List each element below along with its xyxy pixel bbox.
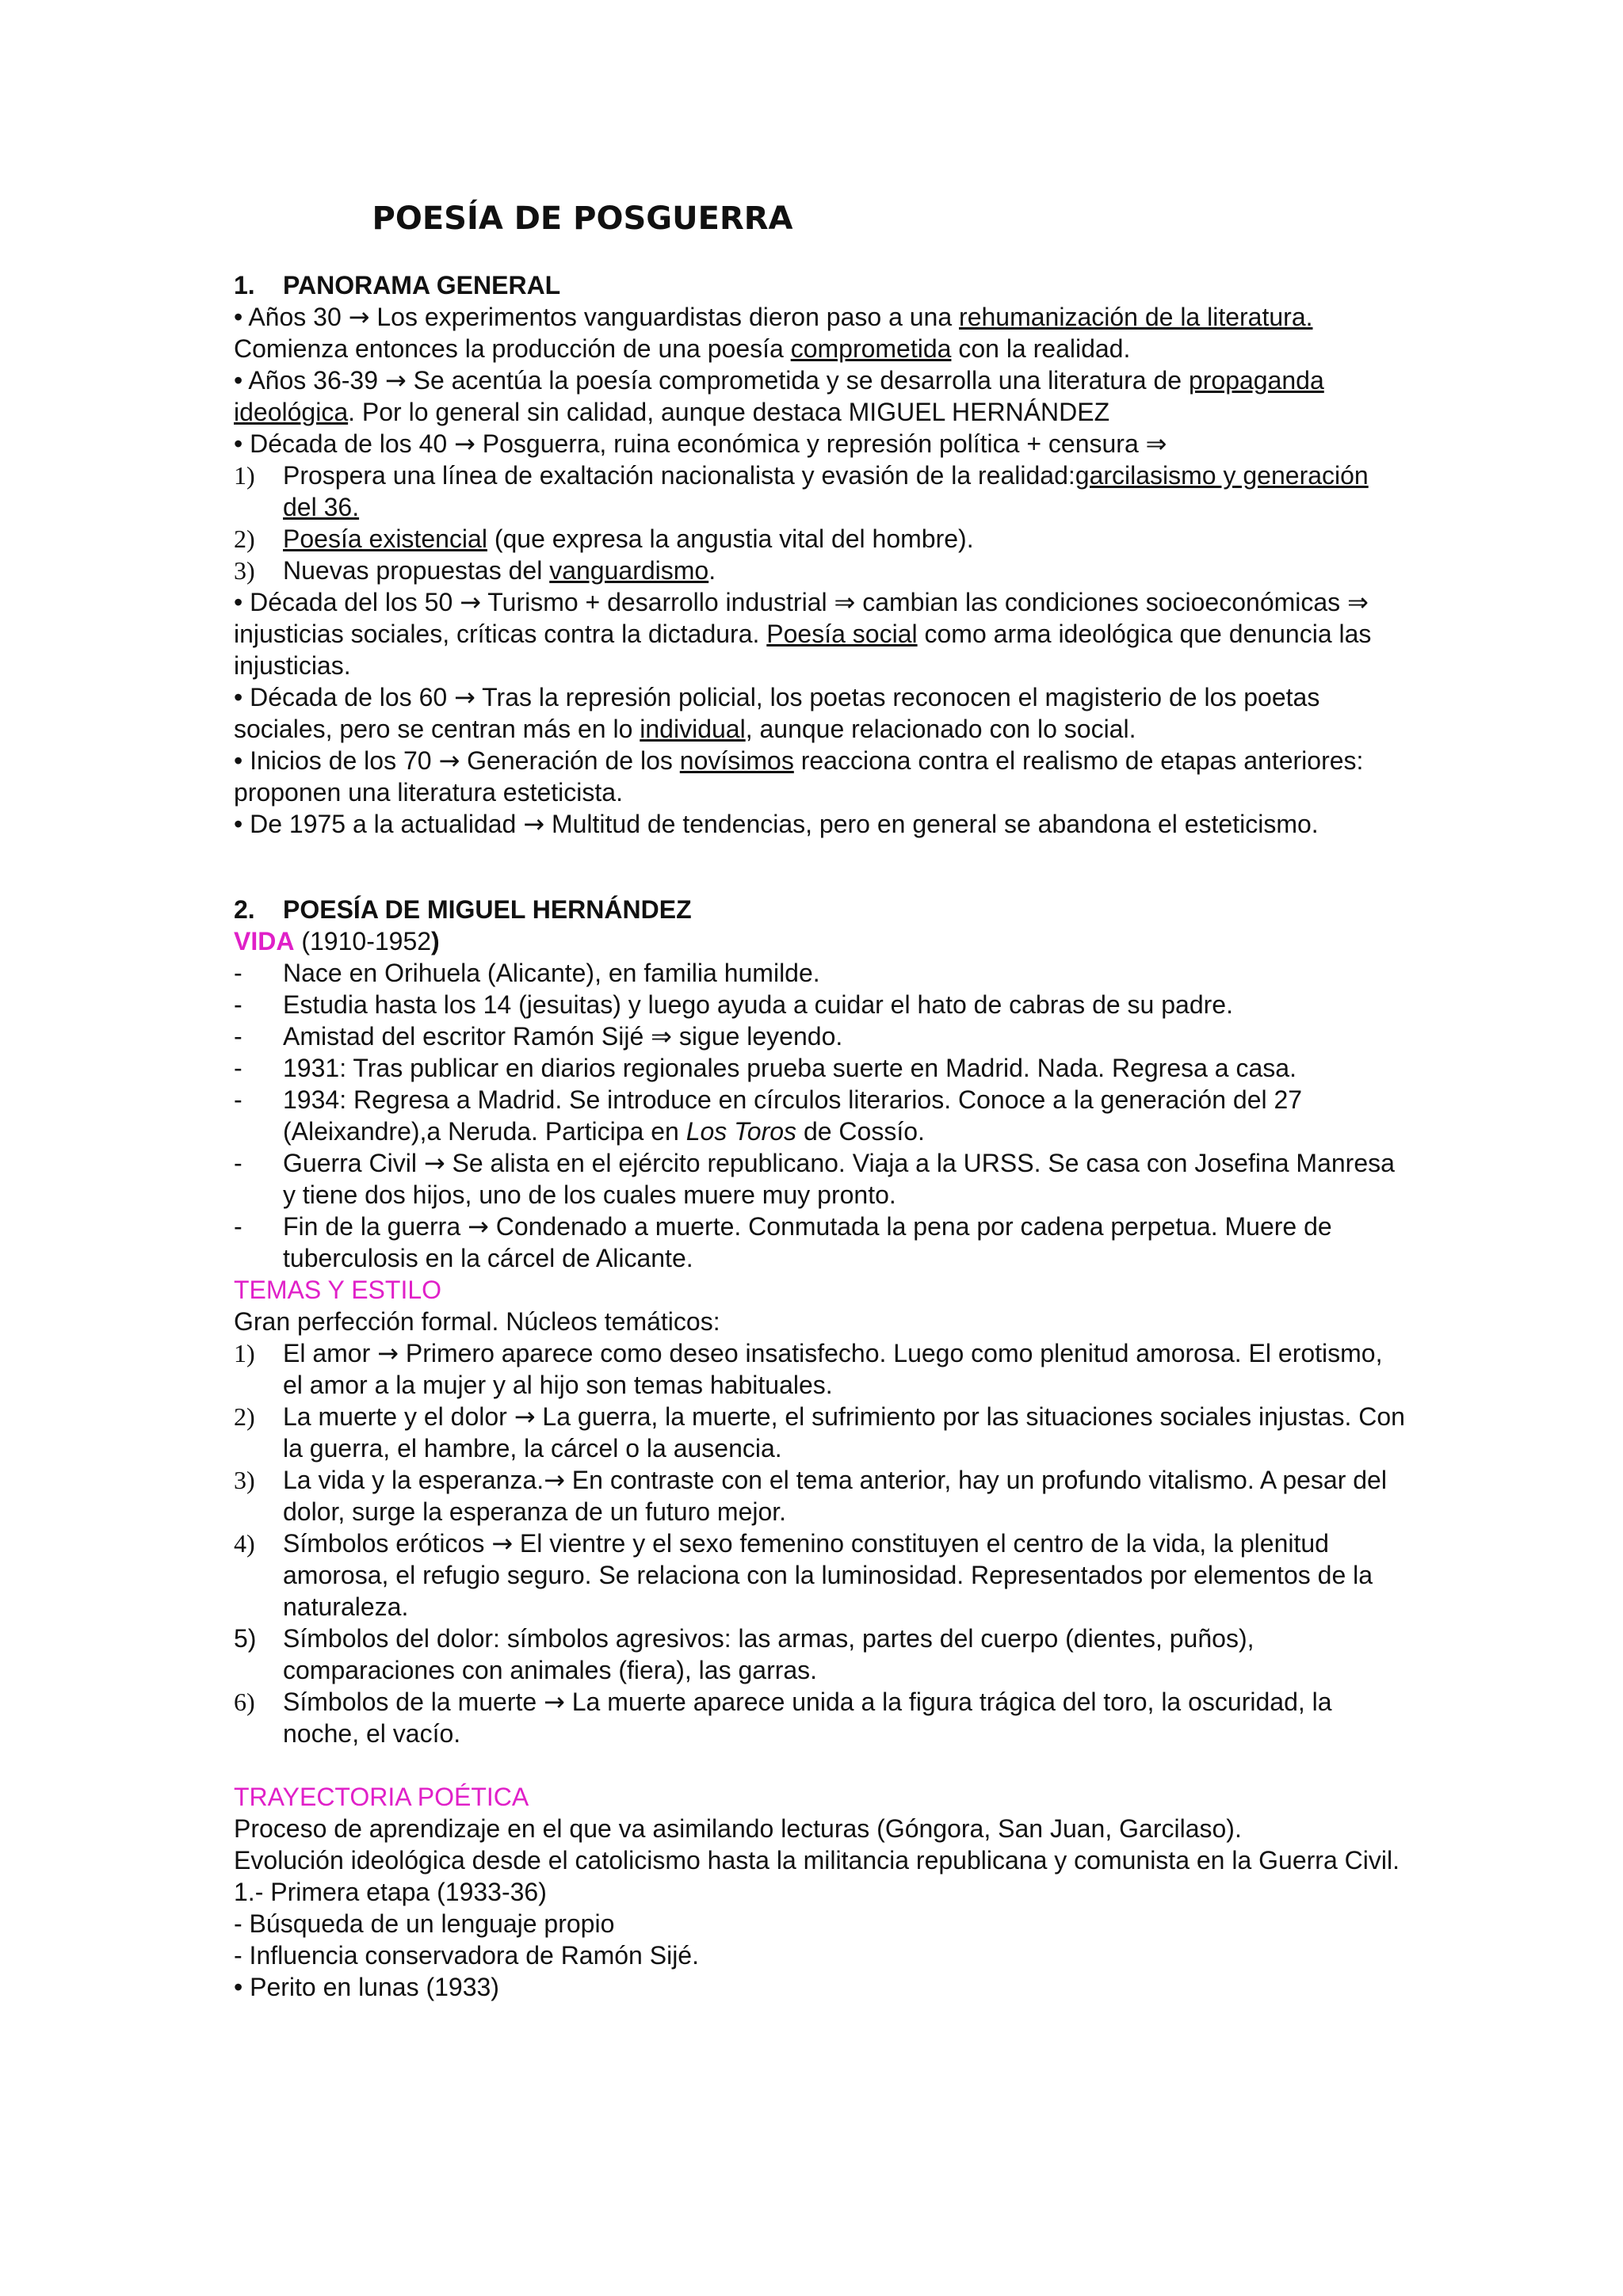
text: Condenado a muerte. Conmutada la pena por cadena perpetua. Muere de tuberculosis en la cárcel de Alicante. bbox=[283, 1212, 1332, 1272]
item-text bbox=[283, 1211, 1407, 1274]
section-heading bbox=[234, 269, 1407, 301]
arrow-icon: → bbox=[348, 302, 370, 332]
text: El vientre y el sexo femenino constituyen el centro de la vida, la plenitud amorosa, el refugio seguro. Se relaciona con la luminosidad. Representados por elementos de la naturaleza. bbox=[283, 1529, 1373, 1621]
item-text bbox=[283, 460, 1407, 523]
bullet-dot: • bbox=[234, 366, 243, 395]
text: Prospera una línea de exaltación nacionalista y evasión de la realidad: bbox=[283, 461, 1075, 490]
text: Posguerra, ruina económica y represión política + censura bbox=[482, 429, 1139, 458]
implies-arrow-icon: ⇒ bbox=[1145, 429, 1167, 459]
item-text: 1931: Tras publicar en diarios regionales prueba suerte en Madrid. Nada. Regresa a casa. bbox=[283, 1054, 1296, 1082]
bullet-dot: • bbox=[234, 588, 243, 616]
text: La guerra, la muerte, el sufrimiento por las situaciones sociales injustas. Con la guerra, el hambre, la cárcel o la ausencia. bbox=[283, 1402, 1405, 1463]
item-text bbox=[283, 1401, 1407, 1464]
item-text: Estudia hasta los 14 (jesuitas) y luego ayuda a cuidar el hato de cabras de su padre. bbox=[283, 990, 1233, 1019]
section-panorama-general bbox=[234, 269, 1407, 840]
text: Nuevas propuestas del bbox=[283, 556, 543, 585]
text: Símbolos de la muerte bbox=[283, 1688, 537, 1716]
text: Turismo + desarrollo industrial bbox=[487, 588, 827, 616]
arrow-icon: → bbox=[384, 365, 407, 395]
item-text bbox=[283, 523, 1407, 555]
item-number: 3) bbox=[234, 1466, 255, 1494]
vida-dates: (1910-1952 bbox=[301, 927, 432, 955]
bullet-decada-40 bbox=[234, 428, 1407, 460]
period-label: De 1975 a la actualidad bbox=[250, 810, 517, 838]
item-number: 2) bbox=[234, 1402, 255, 1431]
arrow-icon: → bbox=[544, 1465, 565, 1495]
item-text bbox=[283, 1147, 1407, 1211]
text: como arma ideológica que denuncia las injusticias. bbox=[234, 620, 1372, 680]
tema-item bbox=[234, 1623, 1407, 1686]
text: injusticias sociales, críticas contra la dictadura. bbox=[234, 620, 760, 648]
arrow-icon: → bbox=[514, 1402, 536, 1432]
item-number: 2) bbox=[234, 524, 255, 553]
text: . Por lo general sin calidad, aunque destaca MIGUEL HERNÁNDEZ bbox=[348, 398, 1110, 426]
dash-marker: - bbox=[234, 1149, 242, 1177]
item-number: 1) bbox=[234, 461, 255, 490]
text: 1934: Regresa a Madrid. Se introduce en círculos literarios. Conoce a la generación del 27 (Aleixandre),a Neruda. Participa en bbox=[283, 1085, 1303, 1146]
dash-marker: - bbox=[234, 1022, 242, 1051]
implies-arrow-icon: ⇒ bbox=[834, 587, 856, 617]
text: El amor bbox=[283, 1339, 371, 1367]
bullet-dot: • bbox=[234, 429, 243, 458]
period-label: Años 30 bbox=[248, 303, 342, 331]
section-heading bbox=[234, 894, 1407, 925]
implies-arrow-icon: ⇒ bbox=[651, 1021, 672, 1051]
item-number: 4) bbox=[234, 1529, 255, 1558]
trayectoria-line: - Búsqueda de un lenguaje propio bbox=[234, 1909, 615, 1938]
item-text: Nace en Orihuela (Alicante), en familia humilde. bbox=[283, 959, 820, 987]
arrow-icon: → bbox=[544, 1687, 565, 1717]
bullet-perito-en-lunas bbox=[234, 1971, 1407, 2003]
text: Guerra Civil bbox=[283, 1149, 417, 1177]
vida-item bbox=[234, 1052, 1407, 1084]
section-miguel-hernandez bbox=[234, 894, 1407, 2003]
bullet-dot: • bbox=[234, 303, 243, 331]
item-text bbox=[283, 1527, 1407, 1623]
item-text bbox=[283, 555, 1407, 586]
underlined-term: garcilasismo y generación del 36. bbox=[283, 461, 1369, 521]
text: En contraste con el tema anterior, hay un profundo vitalismo. A pesar del dolor, surge la esperanza de un futuro mejor. bbox=[283, 1466, 1387, 1526]
text: Se alista en el ejército republicano. Viaja a la URSS. Se casa con Josefina Manresa y tiene dos hijos, uno de los cuales muere muy pronto. bbox=[283, 1149, 1395, 1209]
section-number: 2. bbox=[234, 895, 255, 924]
text: con la realidad. bbox=[958, 334, 1131, 363]
numbered-item bbox=[234, 460, 1407, 523]
item-number: 5) bbox=[234, 1624, 257, 1653]
arrow-icon: → bbox=[460, 587, 481, 617]
underlined-term: individual bbox=[640, 715, 746, 743]
period-label: Años 36-39 bbox=[248, 366, 378, 395]
bullet-1975-actualidad bbox=[234, 808, 1407, 840]
item-number: 6) bbox=[234, 1688, 255, 1716]
section-title: POESÍA DE MIGUEL HERNÁNDEZ bbox=[283, 895, 692, 924]
text: Multitud de tendencias, pero en general se abandona el esteticismo. bbox=[551, 810, 1319, 838]
item-number: 3) bbox=[234, 556, 255, 585]
tema-item bbox=[234, 1686, 1407, 1749]
dash-marker: - bbox=[234, 1085, 242, 1114]
tema-item bbox=[234, 1464, 1407, 1527]
text: La muerte y el dolor bbox=[283, 1402, 507, 1431]
underlined-term: propaganda ideológica bbox=[234, 366, 1324, 426]
book-title: Los Toros bbox=[685, 1117, 797, 1146]
arrow-icon: → bbox=[454, 682, 475, 712]
numbered-item bbox=[234, 555, 1407, 586]
text: Amistad del escritor Ramón Sijé bbox=[283, 1022, 644, 1051]
bullet-decada-60 bbox=[234, 681, 1407, 745]
period-label: Inicios de los 70 bbox=[250, 746, 432, 775]
text: Tras la represión policial, los poetas reconocen el magisterio de los poetas sociales, pero se centran más en lo bbox=[234, 683, 1320, 743]
period-label: Década de los 40 bbox=[250, 429, 448, 458]
vida-item bbox=[234, 1084, 1407, 1147]
text: sigue leyendo. bbox=[678, 1022, 843, 1051]
dash-marker: - bbox=[234, 1054, 242, 1082]
bullet-anos-36-39 bbox=[234, 364, 1407, 428]
item-number: 1) bbox=[234, 1339, 255, 1367]
vida-item bbox=[234, 957, 1407, 989]
item-text bbox=[283, 1084, 1407, 1147]
temas-intro: Gran perfección formal. Núcleos temáticos: bbox=[234, 1307, 720, 1336]
text: Generación de los bbox=[467, 746, 673, 775]
dash-marker: - bbox=[234, 990, 242, 1019]
vida-item bbox=[234, 1147, 1407, 1211]
section-number: 1. bbox=[234, 271, 255, 299]
arrow-icon: → bbox=[523, 809, 545, 839]
bullet-dot: • bbox=[234, 810, 243, 838]
arrow-icon: → bbox=[438, 746, 460, 776]
text: Se acentúa la poesía comprometida y se desarrolla una literatura de bbox=[413, 366, 1182, 395]
trayectoria-line: 1.- Primera etapa (1933-36) bbox=[234, 1878, 547, 1906]
arrow-icon: → bbox=[423, 1148, 445, 1178]
bullet-decada-50 bbox=[234, 586, 1407, 681]
temas-heading: TEMAS Y ESTILO bbox=[234, 1276, 442, 1304]
period-label: Década de los 60 bbox=[250, 683, 448, 711]
underlined-term: Poesía social bbox=[766, 620, 918, 648]
trayectoria-line: - Influencia conservadora de Ramón Sijé. bbox=[234, 1941, 699, 1970]
trayectoria-heading: TRAYECTORIA POÉTICA bbox=[234, 1783, 529, 1811]
text: Primero aparece como deseo insatisfecho. Luego como plenitud amorosa. El erotismo, el amor a la mujer y al hijo son temas habituales. bbox=[283, 1339, 1383, 1399]
text: ) bbox=[431, 927, 440, 955]
underlined-term: vanguardismo bbox=[549, 556, 709, 585]
spacer bbox=[234, 1749, 1407, 1781]
text: Comienza entonces la producción de una poesía bbox=[234, 334, 784, 363]
text: . bbox=[708, 556, 716, 585]
text: (que expresa la angustia vital del hombre). bbox=[494, 524, 974, 553]
vida-item bbox=[234, 1211, 1407, 1274]
arrow-icon: → bbox=[454, 429, 475, 459]
document-title: POESÍA DE POSGUERRA bbox=[372, 200, 793, 237]
text: reacciona contra el realismo de etapas anteriores: proponen una literatura esteticista. bbox=[234, 746, 1364, 807]
text: La muerte aparece unida a la figura trágica del toro, la oscuridad, la noche, el vacío. bbox=[283, 1688, 1332, 1748]
dash-marker: - bbox=[234, 959, 242, 987]
underlined-term: rehumanización de la literatura. bbox=[959, 303, 1313, 331]
item-text bbox=[283, 1464, 1407, 1527]
underlined-term: novísimos bbox=[679, 746, 794, 775]
vida-label: VIDA bbox=[234, 927, 295, 955]
vida-item bbox=[234, 989, 1407, 1020]
text: cambian las condiciones socioeconómicas bbox=[862, 588, 1341, 616]
bullet-dot: • bbox=[234, 1973, 243, 2001]
tema-item bbox=[234, 1401, 1407, 1464]
tema-item bbox=[234, 1527, 1407, 1623]
dash-marker: - bbox=[234, 1212, 242, 1241]
bullet-inicios-70 bbox=[234, 745, 1407, 808]
bullet-dot: • bbox=[234, 746, 243, 775]
arrow-icon: → bbox=[491, 1528, 514, 1558]
section-title: PANORAMA GENERAL bbox=[283, 271, 561, 299]
period-label: Década del los 50 bbox=[250, 588, 453, 616]
text: , aunque relacionado con lo social. bbox=[745, 715, 1136, 743]
item-text bbox=[283, 1686, 1407, 1749]
item-text bbox=[283, 1337, 1407, 1401]
underlined-term: Poesía existencial bbox=[283, 524, 487, 553]
implies-arrow-icon: ⇒ bbox=[1347, 587, 1369, 617]
text: Los experimentos vanguardistas dieron paso a una bbox=[376, 303, 953, 331]
item-text bbox=[283, 1020, 1407, 1052]
vida-item bbox=[234, 1020, 1407, 1052]
arrow-icon: → bbox=[468, 1211, 489, 1241]
bullet-anos-30 bbox=[234, 301, 1407, 364]
underlined-term: comprometida bbox=[790, 334, 952, 363]
item-text: Símbolos del dolor: símbolos agresivos: las armas, partes del cuerpo (dientes, puños), comparaciones con animales (fiera), las garras. bbox=[283, 1624, 1254, 1684]
text: La vida y la esperanza. bbox=[283, 1466, 544, 1494]
bullet-dot: • bbox=[234, 683, 243, 711]
numbered-item bbox=[234, 523, 1407, 555]
text: Fin de la guerra bbox=[283, 1212, 461, 1241]
trayectoria-line: Evolución ideológica desde el catolicismo hasta la militancia republicana y comunista en la Guerra Civil. bbox=[234, 1846, 1400, 1875]
text: Símbolos eróticos bbox=[283, 1529, 485, 1558]
arrow-icon: → bbox=[377, 1338, 399, 1368]
text: de Cossío. bbox=[803, 1117, 925, 1146]
tema-item bbox=[234, 1337, 1407, 1401]
vida-heading bbox=[234, 925, 1407, 957]
trayectoria-line: Proceso de aprendizaje en el que va asimilando lecturas (Góngora, San Juan, Garcilaso). bbox=[234, 1814, 1242, 1843]
text: Perito en lunas (1933) bbox=[250, 1973, 499, 2001]
